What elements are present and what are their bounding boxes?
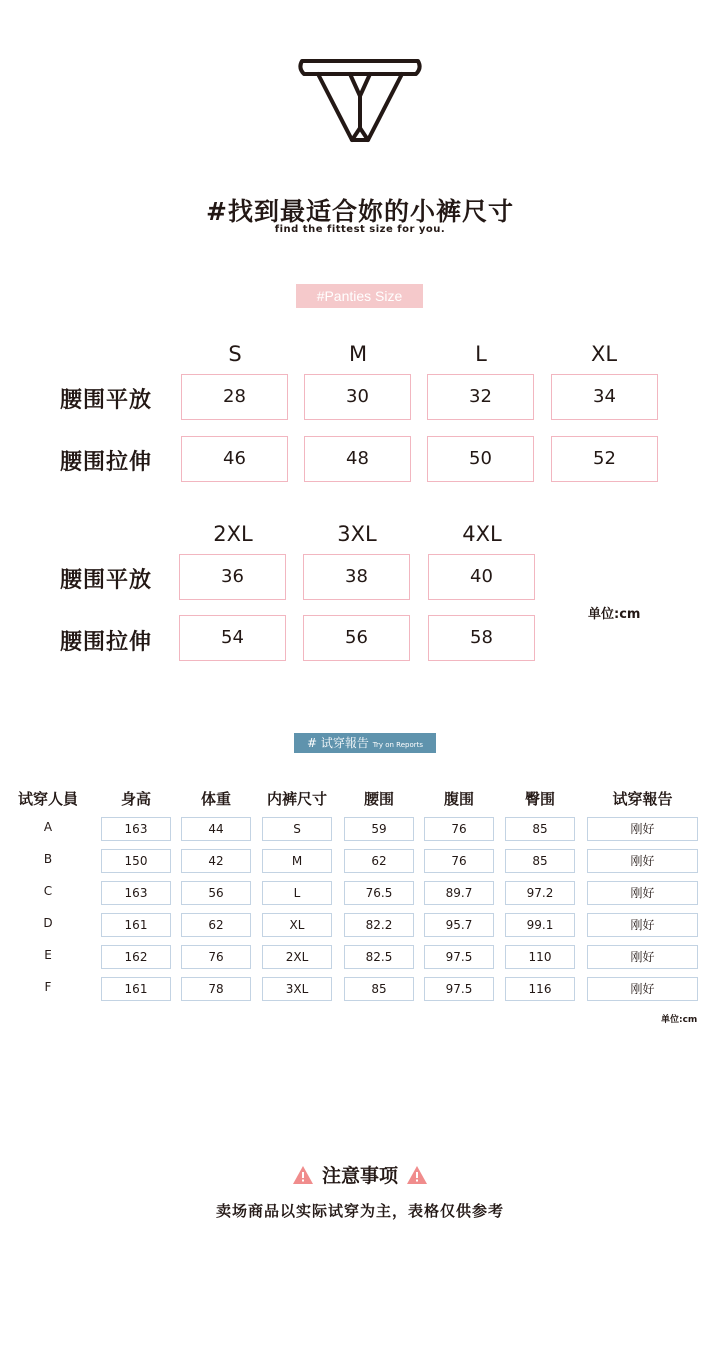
row-label-waist-stretch: 腰围拉伸 — [60, 630, 153, 655]
table-cell: 163 — [101, 817, 171, 841]
size-value-cell: 34 — [551, 374, 658, 420]
table-cell: 刚好 — [587, 849, 698, 873]
size-value-cell: 32 — [427, 374, 534, 420]
table-cell: 116 — [505, 977, 575, 1001]
size-value-cell: 50 — [427, 436, 534, 482]
table-cell: 110 — [505, 945, 575, 969]
size-value-cell: 58 — [428, 615, 535, 661]
table-cell: 刚好 — [587, 881, 698, 905]
table-cell: 97.5 — [424, 977, 494, 1001]
table-cell: 97.2 — [505, 881, 575, 905]
table-cell: 85 — [344, 977, 414, 1001]
table-cell: 161 — [101, 913, 171, 937]
person-label: C — [43, 884, 53, 898]
page-subtitle: find the fittest size for you. — [274, 224, 446, 235]
table-cell: 161 — [101, 977, 171, 1001]
row-label-waist-flat: 腰围平放 — [60, 388, 153, 413]
warning-triangle-icon — [406, 1165, 428, 1185]
table-cell: 76 — [424, 817, 494, 841]
table-cell: 62 — [181, 913, 251, 937]
table-cell: 95.7 — [424, 913, 494, 937]
column-header-report: 试穿報告 — [612, 790, 673, 808]
row-label-waist-stretch: 腰围拉伸 — [60, 450, 153, 475]
person-label: F — [44, 980, 52, 994]
table-cell: 99.1 — [505, 913, 575, 937]
row-label-waist-flat: 腰围平放 — [60, 568, 153, 593]
size-value-cell: 46 — [181, 436, 288, 482]
table-cell: 78 — [181, 977, 251, 1001]
table-cell: 76.5 — [344, 881, 414, 905]
table-cell: 59 — [344, 817, 414, 841]
table-cell: M — [262, 849, 332, 873]
try-on-report-tag-main: # 试穿報告 — [307, 736, 369, 750]
page-title: #找到最适合妳的小裤尺寸 — [206, 197, 514, 226]
table-cell: 97.5 — [424, 945, 494, 969]
size-value-cell: 52 — [551, 436, 658, 482]
size-header: S — [228, 342, 242, 366]
table-cell: 82.2 — [344, 913, 414, 937]
try-on-report-tag-small: Try on Reports — [372, 741, 423, 749]
size-value-cell: 48 — [304, 436, 411, 482]
table-cell: 2XL — [262, 945, 332, 969]
notice-text: 卖场商品以实际试穿为主，表格仅供参考 — [215, 1202, 504, 1220]
size-value-cell: 36 — [179, 554, 286, 600]
table-cell: 82.5 — [344, 945, 414, 969]
table-cell: 163 — [101, 881, 171, 905]
column-header-size: 内裤尺寸 — [266, 790, 327, 808]
size-value-cell: 54 — [179, 615, 286, 661]
table-cell: 刚好 — [587, 945, 698, 969]
table-cell: 76 — [181, 945, 251, 969]
try-on-report-tag — [294, 733, 436, 753]
table-cell: 162 — [101, 945, 171, 969]
column-header-weight: 体重 — [200, 790, 231, 808]
table-cell: 刚好 — [587, 817, 698, 841]
size-header: L — [475, 342, 487, 366]
person-label: E — [44, 948, 52, 962]
column-header-waist: 腰围 — [363, 790, 394, 808]
column-header-person: 试穿人員 — [17, 790, 78, 808]
unit-label: 单位:cm — [661, 1015, 698, 1025]
column-header-belly: 腹围 — [443, 790, 474, 808]
notice-heading — [0, 1161, 720, 1188]
size-header: 2XL — [213, 522, 253, 546]
notice-title-text: 注意事项 — [321, 1165, 398, 1187]
size-value-cell: 30 — [304, 374, 411, 420]
size-value-cell: 28 — [181, 374, 288, 420]
table-cell: 85 — [505, 817, 575, 841]
table-cell: 76 — [424, 849, 494, 873]
panties-icon — [296, 56, 424, 146]
size-value-cell: 38 — [303, 554, 410, 600]
table-cell: 56 — [181, 881, 251, 905]
table-cell: 89.7 — [424, 881, 494, 905]
table-cell: S — [262, 817, 332, 841]
table-cell: L — [262, 881, 332, 905]
table-cell: 刚好 — [587, 977, 698, 1001]
table-cell: XL — [262, 913, 332, 937]
table-cell: 刚好 — [587, 913, 698, 937]
column-header-height: 身高 — [120, 790, 151, 808]
table-cell: 85 — [505, 849, 575, 873]
person-label: D — [43, 916, 53, 930]
person-label: B — [43, 852, 53, 866]
table-cell: 62 — [344, 849, 414, 873]
size-header: M — [348, 342, 368, 366]
panties-size-tag: #Panties Size — [296, 284, 423, 308]
person-label: A — [43, 820, 53, 834]
size-value-cell: 40 — [428, 554, 535, 600]
table-cell: 150 — [101, 849, 171, 873]
size-header: XL — [590, 342, 618, 366]
column-header-hip: 臀围 — [524, 790, 555, 808]
table-cell: 3XL — [262, 977, 332, 1001]
table-cell: 44 — [181, 817, 251, 841]
size-value-cell: 56 — [303, 615, 410, 661]
size-header: 3XL — [337, 522, 377, 546]
table-cell: 42 — [181, 849, 251, 873]
warning-triangle-icon — [292, 1165, 314, 1185]
unit-label: 单位:cm — [588, 607, 641, 622]
size-header: 4XL — [462, 522, 502, 546]
